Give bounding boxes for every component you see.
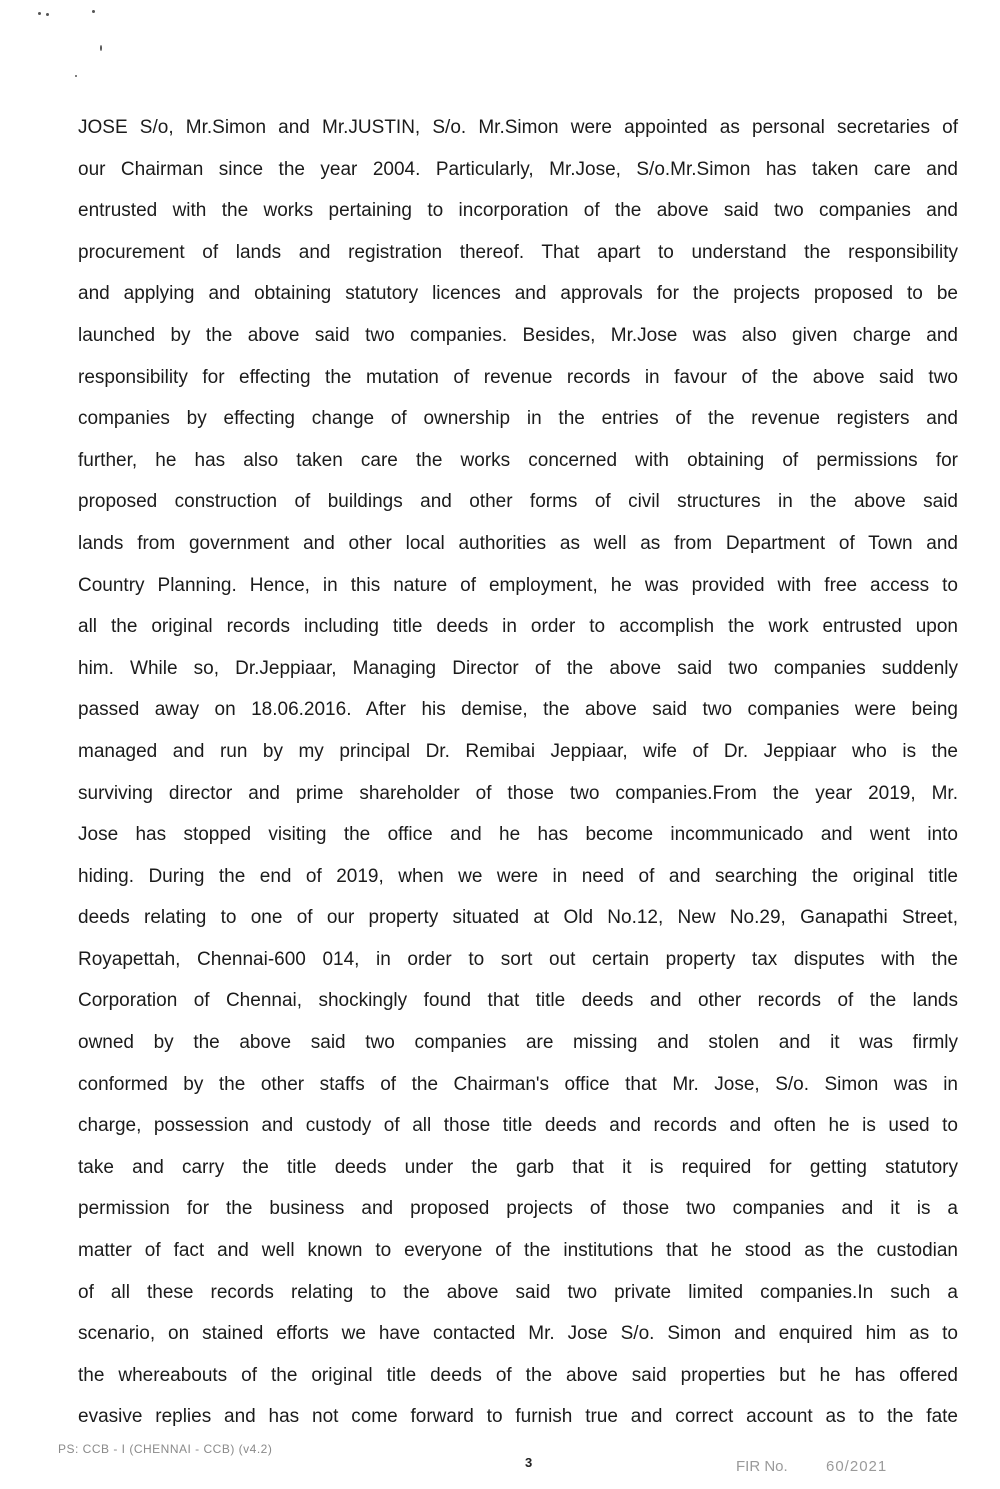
- text-line: companies by effecting change of ownership in the entries of the revenue registers and: [78, 408, 958, 430]
- text-line: further, he has also taken care the works concerned with obtaining of permissions for: [78, 449, 958, 471]
- text-line: owned by the above said two companies are missing and stolen and it was firmly: [78, 1032, 958, 1054]
- text-line: take and carry the title deeds under the garb that it is required for getting statutory: [78, 1156, 958, 1178]
- text-line: of all these records relating to the above said two private limited companies.In such a: [78, 1281, 958, 1303]
- text-line: scenario, on stained efforts we have contacted Mr. Jose S/o. Simon and enquired him as to: [78, 1323, 958, 1345]
- text-line: permission for the business and proposed projects of those two companies and it is a: [78, 1198, 958, 1220]
- text-line: lands from government and other local authorities as well as from Department of Town and: [78, 532, 958, 554]
- text-line: procurement of lands and registration thereof. That apart to understand the responsibility: [78, 241, 958, 263]
- text-line: all the original records including title deeds in order to accomplish the work entrusted upon: [78, 616, 958, 638]
- text-line: Royapettah, Chennai-600 014, in order to sort out certain property tax disputes with the: [78, 948, 958, 970]
- body-paragraph: [78, 107, 958, 1438]
- text-line: evasive replies and has not come forward to furnish true and correct account as to the fate: [78, 1406, 958, 1428]
- text-line: surviving director and prime shareholder of those two companies.From the year 2019, Mr.: [78, 782, 958, 804]
- text-line: hiding. During the end of 2019, when we were in need of and searching the original title: [78, 865, 958, 887]
- text-line: Corporation of Chennai, shockingly found that title deeds and other records of the lands: [78, 990, 958, 1012]
- text-line: responsibility for effecting the mutation of revenue records in favour of the above said two: [78, 366, 958, 388]
- text-line: and applying and obtaining statutory licences and approvals for the projects proposed to be: [78, 283, 958, 305]
- text-line: the whereabouts of the original title deeds of the above said properties but he has offered: [78, 1364, 958, 1386]
- scan-speck: [92, 10, 95, 13]
- text-line: managed and run by my principal Dr. Remibai Jeppiaar, wife of Dr. Jeppiaar who is the: [78, 740, 958, 762]
- text-line: matter of fact and well known to everyone of the institutions that he stood as the custodian: [78, 1240, 958, 1262]
- fir-number-value: 60/2021: [826, 1458, 888, 1475]
- scan-speck: [46, 13, 49, 16]
- text-line: Jose has stopped visiting the office and he has become incommunicado and went into: [78, 824, 958, 846]
- police-station-footer: PS: CCB - I (CHENNAI - CCB) (v4.2): [58, 1442, 273, 1456]
- fir-number-label: FIR No.: [736, 1458, 788, 1475]
- scan-speck: [38, 12, 41, 15]
- text-line: launched by the above said two companies. Besides, Mr.Jose was also given charge and: [78, 324, 958, 346]
- text-line: passed away on 18.06.2016. After his demise, the above said two companies were being: [78, 699, 958, 721]
- text-line: him. While so, Dr.Jeppiaar, Managing Director of the above said two companies suddenly: [78, 657, 958, 679]
- text-line: our Chairman since the year 2004. Particularly, Mr.Jose, S/o.Mr.Simon has taken care and: [78, 158, 958, 180]
- text-line: conformed by the other staffs of the Chairman's office that Mr. Jose, S/o. Simon was in: [78, 1073, 958, 1095]
- page-number: 3: [525, 1455, 533, 1470]
- text-line: proposed construction of buildings and other forms of civil structures in the above said: [78, 491, 958, 513]
- scan-speck: [75, 75, 77, 77]
- text-line: deeds relating to one of our property situated at Old No.12, New No.29, Ganapathi Street,: [78, 907, 958, 929]
- text-line: charge, possession and custody of all those title deeds and records and often he is used to: [78, 1115, 958, 1137]
- text-line: JOSE S/o, Mr.Simon and Mr.JUSTIN, S/o. Mr.Simon were appointed as personal secretaries of: [78, 117, 958, 138]
- text-line: Country Planning. Hence, in this nature of employment, he was provided with free access to: [78, 574, 958, 596]
- scan-speck: [100, 45, 102, 51]
- text-line: entrusted with the works pertaining to incorporation of the above said two companies and: [78, 200, 958, 222]
